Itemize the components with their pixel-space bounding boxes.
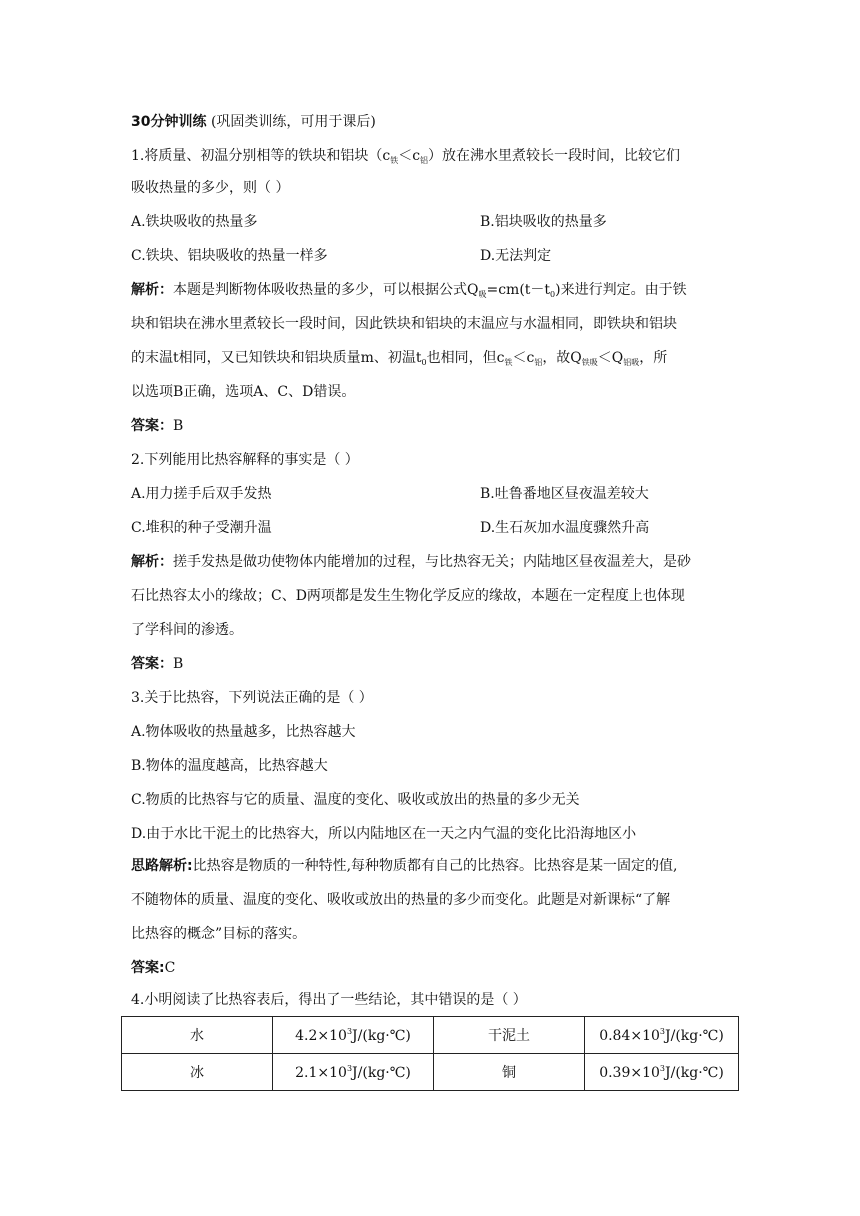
q1-sub: 铝吸	[623, 358, 640, 367]
q1-analysis-text: 本题是判断物体吸收热量的多少，可以根据公式Q	[173, 282, 479, 298]
q1-sub: 铁	[390, 156, 399, 165]
q1-sub: 铁	[504, 358, 513, 367]
q2-option-c: C.堆积的种子受潮升温	[131, 520, 272, 536]
answer-label: 答案:	[131, 960, 165, 976]
material-cell: 冰	[122, 1054, 273, 1091]
section-header	[131, 112, 376, 132]
analysis-label: 思路解析:	[131, 858, 193, 874]
q1-option-d: D.无法判定	[480, 248, 552, 264]
q1-analysis-text: ＜c	[512, 350, 535, 366]
section-subtitle: (巩固类训练，可用于课后)	[210, 114, 376, 130]
q1-analysis-text: 的末温t相同，又已知铁块和铝块质量m、初温t	[131, 350, 422, 366]
specific-heat-table	[121, 1016, 739, 1091]
q2-analysis-text: 搓手发热是做功使物体内能增加的过程，与比热容无关；内陆地区昼夜温差大，是砂	[173, 554, 691, 570]
answer-value: B	[173, 656, 184, 672]
q3-analysis-line-1	[131, 856, 678, 876]
q2-analysis-line-2: 石比热容太小的缘故；C、D两项都是发生生物化学反应的缘故，本题在一定程度上也体现	[131, 588, 685, 604]
material-cell: 水	[122, 1017, 273, 1054]
answer-label: 答案：	[131, 656, 173, 672]
analysis-label: 解析：	[131, 554, 173, 570]
q1-text: 1.将质量、初温分别相等的铁块和铝块（c	[131, 148, 391, 164]
q2-option-d: D.生石灰加水温度骤然升高	[480, 520, 650, 536]
q1-sub: 铝	[420, 156, 429, 165]
q3-analysis-line-3: 比热容的概念”目标的落实。	[131, 926, 307, 942]
section-title: 30分钟训练	[131, 114, 207, 130]
q3-option-a: A.物体吸收的热量越多，比热容越大	[131, 724, 356, 740]
q1-stem-line-2: 吸收热量的多少，则（ ）	[131, 180, 290, 196]
q1-analysis-line-3	[131, 348, 667, 373]
q1-sub: 吸	[478, 290, 487, 299]
q1-analysis-line-4: 以选项B正确，选项A、C、D错误。	[131, 384, 356, 400]
q2-analysis-line-1	[131, 552, 691, 572]
q2-stem: 2.下列能用比热容解释的事实是（ ）	[131, 452, 359, 468]
q2-analysis-line-3: 了学科间的渗透。	[131, 622, 243, 638]
q2-option-b: B.吐鲁番地区昼夜温差较大	[480, 486, 649, 502]
q1-analysis-text: 也相同，但c	[426, 350, 505, 366]
q1-analysis-text: ＜Q	[597, 350, 624, 366]
q1-stem-line-1	[131, 146, 680, 171]
q3-option-d: D.由于水比干泥土的比热容大，所以内陆地区在一天之内气温的变化比沿海地区小	[131, 826, 637, 842]
q4-stem: 4.小明阅读了比热容表后，得出了一些结论，其中错误的是（ ）	[131, 992, 527, 1008]
q1-analysis-text: ，所	[639, 350, 668, 366]
q3-answer	[131, 958, 175, 978]
q1-option-a: A.铁块吸收的热量多	[131, 214, 258, 230]
q1-analysis-line-1	[131, 280, 687, 305]
q1-option-c: C.铁块、铝块吸收的热量一样多	[131, 248, 328, 264]
table-row	[122, 1017, 739, 1054]
q1-text: ＜c	[398, 148, 421, 164]
material-cell: 干泥土	[434, 1017, 585, 1054]
q1-analysis-text: ，故Q	[542, 350, 582, 366]
q3-option-b: B.物体的温度越高，比热容越大	[131, 758, 328, 774]
value-cell: $0.84\times 10^3J/(kg\cdot℃)$	[585, 1017, 739, 1054]
table-row	[122, 1054, 739, 1091]
q1-sub: 铝	[534, 358, 543, 367]
answer-label: 答案：	[131, 418, 173, 434]
q2-option-a: A.用力搓手后双手发热	[131, 486, 272, 502]
q2-answer	[131, 654, 183, 674]
q3-analysis-text: 比热容是物质的一种特性,每种物质都有自己的比热容。比热容是某一固定的值,	[192, 858, 678, 874]
q3-analysis-line-2: 不随物体的质量、温度的变化、吸收或放出的热量的多少而变化。此题是对新课标“了解	[131, 892, 671, 908]
value-cell: $2.1\times 10^3J/(kg\cdot℃)$	[273, 1054, 434, 1091]
q1-text: ）放在沸水里煮较长一段时间，比较它们	[428, 148, 681, 164]
q1-analysis-text: )来进行判定。由于铁	[555, 282, 687, 298]
q1-option-b: B.铝块吸收的热量多	[480, 214, 607, 230]
q1-sub: 0	[550, 290, 556, 299]
answer-value: C	[164, 960, 176, 976]
answer-value: B	[173, 418, 184, 434]
q1-analysis-text: =cm(t－t	[486, 282, 551, 298]
q1-sub: 铁吸	[581, 358, 598, 367]
analysis-label: 解析：	[131, 282, 173, 298]
value-cell: $0.39\times 10^3J/(kg\cdot℃)$	[585, 1054, 739, 1091]
q3-option-c: C.物质的比热容与它的质量、温度的变化、吸收或放出的热量的多少无关	[131, 792, 580, 808]
value-cell: $4.2\times 10^3J/(kg\cdot℃)$	[273, 1017, 434, 1054]
q1-analysis-line-2: 块和铝块在沸水里煮较长一段时间，因此铁块和铝块的末温应与水温相同，即铁块和铝块	[131, 316, 677, 332]
q1-answer	[131, 416, 183, 436]
material-cell: 铜	[434, 1054, 585, 1091]
q3-stem: 3.关于比热容，下列说法正确的是（ ）	[131, 690, 373, 706]
q1-sub: 0	[421, 358, 427, 367]
